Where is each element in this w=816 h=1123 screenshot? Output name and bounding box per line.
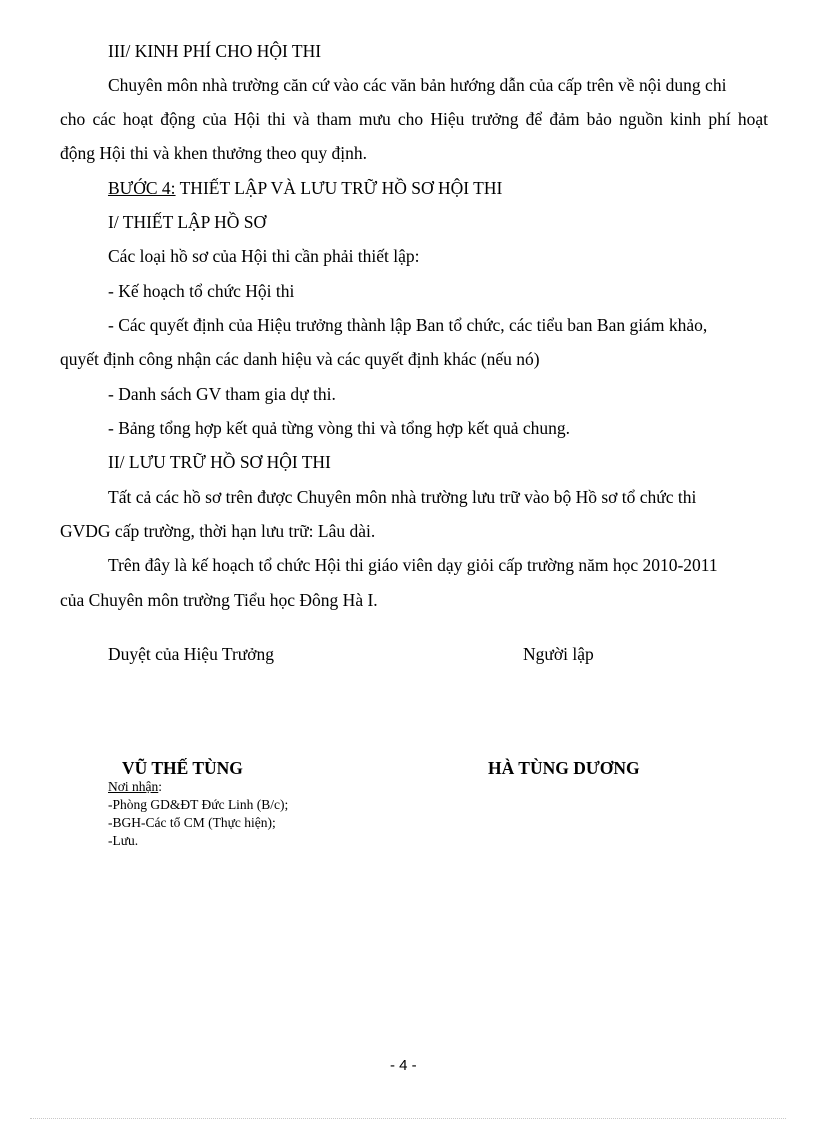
list-item-decisions-text: - Các quyết định của Hiệu trưởng thành lập Ban tổ chức, các tiểu ban Ban giám khảo, [108, 315, 708, 335]
recipients-label-text: Nơi nhận [108, 779, 159, 794]
recipient-item: -Lưu. [108, 833, 139, 848]
section-3-heading: III/ KINH PHÍ CHO HỘI THI [108, 41, 322, 61]
part-2-heading: II/ LƯU TRỮ HỒ SƠ HỘI THI [108, 452, 331, 472]
preparer-name: HÀ TÙNG DƯƠNG [488, 758, 640, 778]
list-item-teachers: - Danh sách GV tham gia dự thi. [108, 384, 336, 404]
list-item-results: - Bảng tổng hợp kết quả từng vòng thi và tổng hợp kết quả chung. [108, 418, 571, 438]
step-4-heading [108, 177, 502, 199]
part-2-paragraph-line-1: Tất cả các hồ sơ trên được Chuyên môn nhà trường lưu trữ vào bộ Hồ sơ tổ chức thi [108, 487, 697, 507]
recipients-label [108, 779, 162, 795]
recipient-item: -Phòng GD&ĐT Đức Linh (B/c); [108, 797, 289, 812]
page-number: - 4 - [390, 1057, 417, 1074]
approver-name: VŨ THẾ TÙNG [122, 758, 243, 778]
section-3-paragraph-line-2: cho các hoạt động của Hội thi và tham mưu cho Hiệu trưởng để đảm bảo nguồn kinh phí hoạt [60, 109, 768, 129]
recipients-label-colon: : [158, 779, 163, 794]
step-4-label: BƯỚC 4: [108, 178, 176, 198]
list-item-plan: - Kế hoạch tổ chức Hội thi [108, 281, 295, 301]
preparer-title: Người lập [523, 644, 594, 664]
closing-line-1: Trên đây là kế hoạch tổ chức Hội thi giáo viên dạy giỏi cấp trường năm học 2010-2011 [108, 555, 718, 575]
list-item-decisions-line-1 [108, 314, 768, 336]
footer-divider [30, 1118, 786, 1119]
section-3-paragraph-line-1: Chuyên môn nhà trường căn cứ vào các văn bản hướng dẫn của cấp trên về nội dung chi [108, 75, 727, 95]
recipient-item: -BGH-Các tổ CM (Thực hiện); [108, 815, 276, 830]
step-4-title: THIẾT LẬP VÀ LƯU TRỮ HỒ SƠ HỘI THI [175, 178, 503, 198]
part-1-intro: Các loại hồ sơ của Hội thi cần phải thiết lập: [108, 246, 420, 266]
part-2-paragraph-line-2: GVDG cấp trường, thời hạn lưu trữ: Lâu dài. [60, 521, 376, 541]
approver-title: Duyệt của Hiệu Trưởng [108, 644, 275, 664]
section-3-paragraph-line-3: động Hội thi và khen thưởng theo quy định. [60, 143, 367, 163]
list-item-decisions-line-2: quyết định công nhận các danh hiệu và các quyết định khác (nếu nó) [60, 349, 540, 369]
part-1-heading: I/ THIẾT LẬP HỒ SƠ [108, 212, 267, 232]
closing-line-2: của Chuyên môn trường Tiểu học Đông Hà I. [60, 590, 378, 610]
